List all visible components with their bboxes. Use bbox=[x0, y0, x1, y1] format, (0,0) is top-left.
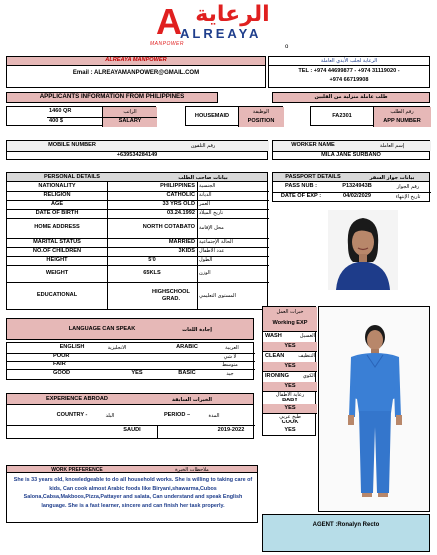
level-poor-label: POOR bbox=[53, 353, 70, 360]
company-name-bar bbox=[6, 56, 266, 66]
position-arabic: الوظيفة bbox=[238, 107, 284, 117]
full-body-figure bbox=[319, 307, 431, 513]
app-number-value: FA2301 bbox=[332, 113, 352, 120]
telephone-line-2: +974 66719908 bbox=[329, 77, 369, 84]
dob-value: 03.24.1992 bbox=[167, 209, 195, 216]
education-label: EDUCATIONAL bbox=[36, 292, 78, 299]
english-arabic: الانجليزية bbox=[107, 344, 127, 351]
home-address-arabic: محل الإقامة bbox=[199, 224, 224, 231]
children-value: 3KIDS bbox=[178, 247, 195, 254]
full-body-photo bbox=[318, 306, 430, 512]
experience-table bbox=[6, 405, 254, 439]
experience-header bbox=[6, 393, 254, 405]
logo-arabic-text: الرعاية bbox=[195, 2, 270, 27]
religion-label: RELIGION bbox=[43, 191, 71, 198]
applicants-title: APPLICANTS INFORMATION FROM PHILIPPINES bbox=[39, 93, 185, 101]
level-fair-label: FAIR bbox=[53, 361, 66, 368]
page-mark: o bbox=[285, 44, 289, 50]
email: Email : ALREAYAMANPOWER@GMAIL.COM bbox=[72, 70, 200, 76]
skill-baby-arabic: رعاية الأطفال bbox=[275, 392, 305, 398]
logo-sub-text: MANPOWER bbox=[150, 41, 184, 47]
experience-country: SAUDI bbox=[123, 427, 141, 434]
arabic-label: ARABIC bbox=[176, 344, 198, 351]
skill-ironing-label: IRONING bbox=[265, 372, 289, 379]
level-good-english: YES bbox=[131, 370, 143, 377]
nationality-label: NATIONALITY bbox=[38, 182, 76, 189]
telephone-line-1: TEL : +974 44699877 - +974 31119020 - bbox=[298, 68, 400, 75]
passport-table bbox=[272, 182, 430, 202]
level-good-arabic-label: جيد bbox=[226, 370, 234, 377]
telephone-box bbox=[268, 66, 430, 88]
skill-ironing-value: YES bbox=[263, 382, 317, 391]
language-table bbox=[6, 342, 254, 380]
religion-arabic: الديانة bbox=[199, 192, 212, 198]
level-fair-english bbox=[107, 361, 147, 369]
skill-cook-value: YES bbox=[284, 427, 296, 434]
agent-name: AGENT :Ronalyn Recto bbox=[312, 522, 380, 528]
level-poor-arabic-label: لا شي bbox=[223, 353, 237, 360]
company-name: ALREAYA MANPOWER bbox=[105, 57, 167, 64]
level-fair-arabic bbox=[157, 361, 197, 369]
application-arabic-bar bbox=[272, 92, 430, 103]
experience-title: EXPERIENCE ABROAD bbox=[46, 396, 108, 403]
marital-status-arabic: الحالة الإجتماعية bbox=[199, 239, 233, 245]
personal-details-title: PERSONAL DETAILS bbox=[43, 174, 101, 181]
skill-clean-label: CLEAN bbox=[265, 352, 285, 359]
position-value: HOUSEMAID bbox=[194, 113, 230, 120]
salary-qr: 1460 QR bbox=[49, 108, 72, 115]
home-address-value: NORTH COTABATO bbox=[142, 224, 195, 231]
passport-arabic: بيانات جواز السفر bbox=[369, 174, 415, 181]
age-value: 33 YRS OLD bbox=[162, 200, 195, 207]
passport-number-label: PASS NUB : bbox=[285, 183, 317, 190]
nationality-arabic: الجنسية bbox=[199, 183, 216, 189]
skill-baby-label: BABY bbox=[282, 398, 298, 404]
period-label: PERIOD – bbox=[163, 412, 191, 419]
mobile-box bbox=[6, 140, 268, 160]
mobile-label: MOBILE NUMBER bbox=[7, 141, 137, 151]
children-arabic: عدد الأطفال bbox=[199, 248, 225, 254]
work-preference-title: WORK PREFERENCE bbox=[51, 466, 103, 473]
skill-ironing-arabic: الكوي bbox=[302, 373, 315, 379]
work-preference-header bbox=[6, 465, 258, 473]
country-label: COUNTRY - bbox=[56, 412, 88, 419]
language-arabic: إجادة اللغات bbox=[182, 326, 212, 333]
personal-details-arabic: بيانات صاحب الطلب bbox=[178, 174, 228, 181]
personal-details-header bbox=[6, 172, 268, 182]
arabic-arabic: العربية bbox=[225, 344, 239, 351]
work-preference-arabic: ملاحظات الخبرة bbox=[175, 466, 209, 473]
skills-title-arabic: خبرات العمل bbox=[263, 307, 317, 317]
level-fair-arabic-label: متوسط bbox=[222, 361, 238, 368]
salary-box bbox=[6, 106, 156, 126]
skills-title: Working EXP bbox=[263, 317, 317, 331]
application-arabic: طلب عاملة منزلية من الفلبين bbox=[314, 94, 388, 100]
work-preference-body bbox=[6, 473, 258, 523]
level-good-label: GOOD bbox=[53, 370, 71, 377]
portrait-figure bbox=[328, 210, 398, 290]
worker-box bbox=[272, 140, 430, 160]
religion-value: CATHOLIC bbox=[166, 191, 195, 198]
company-logo bbox=[150, 2, 280, 48]
portrait-photo bbox=[328, 210, 398, 290]
height-arabic: الطول bbox=[199, 257, 213, 263]
skills-table bbox=[262, 306, 316, 436]
skill-wash-arabic: الغسيل bbox=[299, 333, 315, 339]
passport-number-value: P1324943B bbox=[342, 183, 372, 190]
skill-baby-value: YES bbox=[263, 404, 317, 413]
work-preference-text: She is 33 years old, knowledgeable to do all household works. She is willing to taking care of kids, Can cook almost Arabic foods like Biryani,shawarma,Cubos Salona,Cabsa,Makboos,Pizza,Pattayer and salata, Can understand and speak English language. She is a fast learner, sincere and can finish her task properly. bbox=[13, 477, 253, 509]
skill-clean-value: YES bbox=[263, 362, 317, 371]
passport-title: PASSPORT DETAILS bbox=[285, 174, 341, 181]
weight-label: WEIGHT bbox=[45, 269, 69, 276]
salary-arabic: الراتب bbox=[103, 107, 157, 117]
mobile-value: +639534284149 bbox=[116, 152, 158, 159]
logo-latin-text: ALREAYA bbox=[180, 26, 262, 41]
level-poor-english bbox=[107, 353, 147, 361]
weight-arabic: الوزن bbox=[199, 270, 211, 276]
skill-wash-value: YES bbox=[263, 342, 317, 351]
worker-arabic: إسم العاملة bbox=[353, 141, 431, 151]
position-label: POSITION bbox=[238, 117, 284, 127]
education-arabic: المستوى التعليمي bbox=[199, 292, 236, 299]
experience-period: 2019-2022 bbox=[217, 427, 245, 434]
passport-number-arabic: رقم الجواز bbox=[396, 183, 420, 190]
language-title: LANGUAGE CAN SPEAK bbox=[68, 326, 136, 333]
worker-name: MILA JANE SURBANO bbox=[321, 152, 381, 159]
height-value: 5'0 bbox=[148, 256, 156, 263]
passport-expiry-arabic: تاريخ الإنتهاء bbox=[395, 193, 421, 200]
position-box bbox=[185, 106, 283, 126]
applicants-bar bbox=[6, 92, 218, 103]
home-address-label: HOME ADDRESS bbox=[34, 224, 80, 231]
app-number-label: APP NUMBER bbox=[373, 117, 431, 127]
skill-clean-arabic: التنظيف bbox=[298, 353, 315, 359]
age-arabic: العمر bbox=[199, 201, 210, 207]
height-label: HEIGHT bbox=[46, 256, 68, 263]
app-number-arabic: رقم الطلب bbox=[373, 107, 431, 117]
worker-label: WORKER NAME bbox=[273, 141, 353, 151]
education-value: HIGHSCHOOL GRAD. bbox=[152, 288, 190, 302]
level-poor-arabic bbox=[157, 353, 197, 361]
skill-cook-arabic: طبخ عربي bbox=[279, 414, 301, 420]
dob-label: DATE OF BIRTH bbox=[35, 209, 79, 216]
passport-header bbox=[272, 172, 430, 182]
weight-value: 65KLS bbox=[143, 269, 161, 276]
english-label: ENGLISH bbox=[59, 344, 85, 351]
language-header bbox=[6, 318, 254, 340]
skill-cook-label: COOK bbox=[281, 420, 299, 426]
mobile-arabic: رقم التلفون bbox=[137, 141, 269, 151]
country-arabic: البلد bbox=[105, 412, 115, 419]
passport-expiry-value: 04/02/2029 bbox=[343, 193, 371, 200]
level-good-arabic: BASIC bbox=[178, 370, 196, 377]
logo-a-mark: A bbox=[156, 1, 182, 42]
age-label: AGE bbox=[50, 200, 64, 207]
agency-arabic: الرعاية لجلب الأيدي العاملة bbox=[320, 57, 378, 64]
marital-status-label: MARITAL STATUS bbox=[33, 238, 81, 245]
personal-details-table bbox=[6, 182, 268, 310]
salary-usd: 400 $ bbox=[49, 118, 63, 125]
dob-arabic: تاريخ الميلاد bbox=[199, 210, 224, 216]
skill-wash-label: WASH bbox=[265, 332, 282, 339]
salary-label: SALARY bbox=[103, 117, 157, 127]
agent-box bbox=[262, 514, 430, 552]
marital-status-value: MARRIED bbox=[168, 238, 195, 245]
children-label: NO.OF CHILDREN bbox=[32, 247, 82, 254]
nationality-value: PHILIPPINES bbox=[160, 182, 195, 189]
passport-expiry-label: DATE OF EXP : bbox=[280, 193, 322, 200]
period-arabic: المدة bbox=[208, 412, 220, 419]
experience-arabic: الخبرات السابقة bbox=[172, 396, 212, 403]
app-number-box bbox=[310, 106, 430, 126]
agency-arabic-bar bbox=[268, 56, 430, 66]
email-line bbox=[6, 66, 266, 88]
